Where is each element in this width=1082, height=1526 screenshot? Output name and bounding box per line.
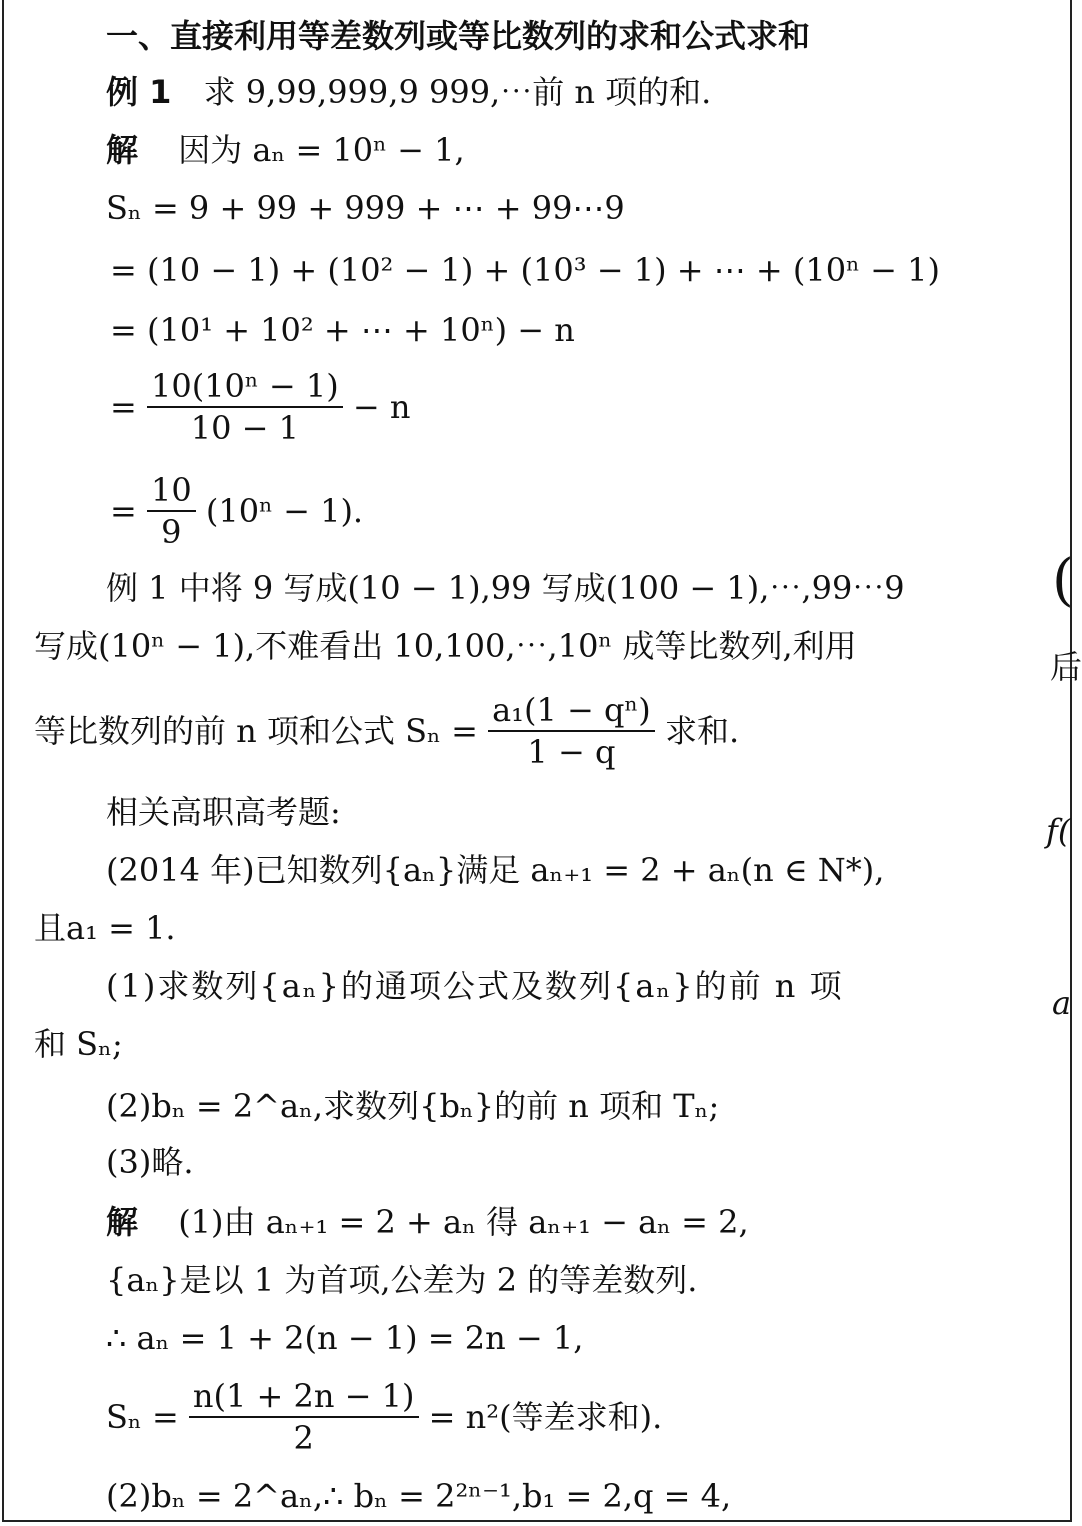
problem-question-2: (2)bₙ = 2^aₙ,求数列{bₙ}的前 n 项和 Tₙ; xyxy=(106,1087,720,1125)
fraction-1 xyxy=(147,366,343,448)
solution-2-line-2: {aₙ}是以 1 为首项,公差为 2 的等差数列. xyxy=(106,1261,698,1299)
sum-line-2: = (10 − 1) + (10² − 1) + (10³ − 1) + ⋯ + (10ⁿ − 1) xyxy=(110,251,940,289)
solution-2-line-4-pre: Sₙ = xyxy=(106,1398,179,1436)
margin-fragment-1: ( xyxy=(1052,548,1074,613)
sum-line-3: = (10¹ + 10² + ⋯ + 10ⁿ) − n xyxy=(110,311,575,349)
remark-line-3-pre: 等比数列的前 n 项和公式 Sₙ = xyxy=(34,712,478,750)
arithmetic-sum-numerator: n(1 + 2n − 1) xyxy=(189,1376,419,1418)
arithmetic-sum-fraction xyxy=(189,1376,419,1458)
problem-question-1a: (1)求数列{aₙ}的通项公式及数列{aₙ}的前 n 项 xyxy=(106,967,844,1005)
geometric-sum-fraction xyxy=(488,690,655,772)
problem-line-2: 且a₁ = 1. xyxy=(34,909,176,947)
solution-2-label: 解 xyxy=(106,1203,139,1241)
solution-intro-text: 因为 aₙ = 10ⁿ − 1, xyxy=(178,131,465,169)
fraction-1-denominator: 10 − 1 xyxy=(190,409,299,447)
margin-fragment-2: 后 xyxy=(1050,648,1082,686)
margin-fragment-3: f( xyxy=(1046,812,1071,850)
solution-2-line-5: (2)bₙ = 2^aₙ,∴ bₙ = 2²ⁿ⁻¹,b₁ = 2,q = 4, xyxy=(106,1477,732,1515)
arithmetic-sum-denominator: 2 xyxy=(293,1419,314,1457)
remark-line-2: 写成(10ⁿ − 1),不难看出 10,100,⋯,10ⁿ 成等比数列,利用 xyxy=(34,627,857,665)
section-heading: 一、直接利用等差数列或等比数列的求和公式求和 xyxy=(106,17,811,55)
margin-fragment-4: a xyxy=(1052,984,1072,1022)
solution-2-text-1: (1)由 aₙ₊₁ = 2 + aₙ 得 aₙ₊₁ − aₙ = 2, xyxy=(178,1203,749,1241)
remark-line-1: 例 1 中将 9 写成(10 − 1),99 写成(100 − 1),⋯,99⋯9 xyxy=(106,569,905,607)
problem-line-1: (2014 年)已知数列{aₙ}满足 aₙ₊₁ = 2 + aₙ(n ∈ N*), xyxy=(106,851,885,889)
fraction-1-numerator: 10(10ⁿ − 1) xyxy=(147,366,343,408)
solution-2-line-3: ∴ aₙ = 1 + 2(n − 1) = 2n − 1, xyxy=(106,1319,584,1357)
geometric-sum-denominator: 1 − q xyxy=(527,733,616,771)
fraction-2-denominator: 9 xyxy=(161,513,182,551)
solution-1-intro xyxy=(106,130,465,170)
fraction-1-tail: − n xyxy=(352,388,411,426)
example-label: 例 1 xyxy=(106,73,172,111)
fraction-2-numerator: 10 xyxy=(147,470,196,512)
solution-2-line-4 xyxy=(106,1376,662,1458)
example-text: 求 9,99,999,9 999,⋯前 n 项的和. xyxy=(203,73,712,111)
sum-line-4: = $\frac{\text{10(10ⁿ − 1)}}{10 - 1}$ − n xyxy=(110,367,411,447)
problem-title: 相关高职高考题: xyxy=(106,793,341,831)
solution-label: 解 xyxy=(106,131,139,169)
fraction-2-tail: (10ⁿ − 1). xyxy=(205,492,364,530)
sum-line-1: Sₙ = 9 + 99 + 999 + ⋯ + 99⋯9 xyxy=(106,189,625,227)
fraction-2 xyxy=(147,470,196,552)
example-1 xyxy=(106,72,711,112)
remark-line-3 xyxy=(34,690,739,772)
sum-line-5: = $\frac{10}{9}$ (10ⁿ − 1). xyxy=(110,471,364,551)
geometric-sum-numerator: a₁(1 − qⁿ) xyxy=(488,690,655,732)
remark-line-3-post: 求和. xyxy=(664,712,740,750)
problem-question-1b: 和 Sₙ; xyxy=(34,1025,123,1063)
problem-question-3: (3)略. xyxy=(106,1143,194,1181)
solution-2-line-4-post: = n²(等差求和). xyxy=(428,1398,663,1436)
solution-2-line-1 xyxy=(106,1202,749,1242)
